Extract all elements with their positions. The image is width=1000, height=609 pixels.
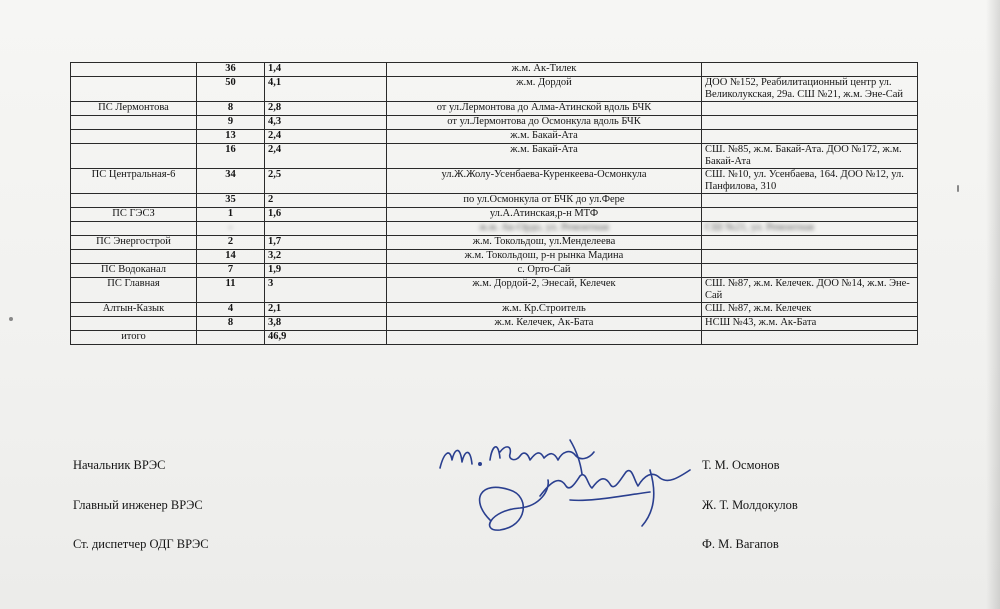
handwritten-signature-icon [420,430,720,550]
cell-feeder-text: 16 [225,144,236,155]
cell-streets-text: от ул.Лермонтова до Алма-Атинской вдоль БЧК [436,102,652,113]
cell-substation-text: ПС Главная [107,278,160,289]
cell-streets-text: ж.м. Бакай-Ата [510,130,578,141]
cell-length-text: 3,2 [268,250,282,261]
scan-speck [957,185,959,192]
cell-substation-text: ПС ГЭСЗ [112,208,155,219]
chief-name: Т. М. Осмонов [702,458,780,472]
cell-streets-text: ж.м. Токольдош, ул.Менделеева [472,236,616,247]
dispatcher-name: Ф. М. Вагапов [702,537,779,551]
cell-substation-text: ПС Энергострой [96,236,171,247]
cell-streets-text: с. Орто-Сай [517,264,571,275]
cell-feeder-text: 35 [225,194,236,205]
cell-substation-text: Алтын-Казык [102,303,165,314]
cell-length-text: 2,4 [268,144,282,155]
cell-feeder-text: 36 [225,63,236,74]
cell-streets-text: ж.м. Токольдош, р-н рынка Мадина [464,250,624,261]
cell-length-text: 1,6 [268,208,282,219]
cell-social-objects-text: ДОО №152, Реабилитационный центр ул. Великолукская, 29а. СШ №21, ж.м. Эне-Сай [705,77,904,100]
cell-length-text: 2,8 [268,102,282,113]
cell-feeder-text: 14 [225,250,236,261]
cell-streets-text: ул.А.Атинская,р-н МТФ [489,208,599,219]
engineer-name: Ж. Т. Молдокулов [702,498,798,512]
cell-feeder-text: 9 [227,116,234,127]
cell-length-text: 1,7 [268,236,282,247]
dispatcher-title: Ст. диспетчер ОДГ ВРЭС [73,537,209,551]
cell-length-text: 3,8 [268,317,282,328]
cell-substation-text: ПС Центральная-6 [91,169,176,180]
cell-feeder-text: 34 [225,169,236,180]
cell-streets-text: ж.м. Бакай-Ата [510,144,578,155]
cell-feeder-text: - [228,222,233,233]
engineer-title: Главный инженер ВРЭС [73,498,203,512]
cell-length-text: 1,4 [268,63,282,74]
cell-streets-text: от ул.Лермонтова до Осмонкула вдоль БЧК [447,116,641,127]
cell-feeder-text: 11 [225,278,236,289]
cell-social-objects-text: СШ №21, ул. Ремонтная [705,222,814,233]
cell-streets-text: ж.м. Ак-Ордо, ул. Ремонтная [479,222,609,233]
cell-streets-text: ж.м. Ак-Тилек [511,63,577,74]
cell-length-text: 46,9 [268,331,287,342]
cell-streets-text: ж.м. Келечек, Ак-Бата [494,317,594,328]
cell-feeder-text: 4 [227,303,234,314]
chief-title: Начальник ВРЭС [73,458,166,472]
cell-feeder-text: 8 [227,102,234,113]
cell-feeder-text: 2 [227,236,234,247]
cell-streets-text: по ул.Осмонкула от БЧК до ул.Фере [463,194,625,205]
cell-length-text: 4,3 [268,116,282,127]
cell-social-objects-text: СШ. №87, ж.м. Келечек. ДОО №14, ж.м. Эне-Сай [705,278,910,301]
cell-social-objects-text: СШ. №85, ж.м. Бакай-Ата. ДОО №172, ж.м. Бакай-Ата [705,144,902,167]
cell-length-text: 2,4 [268,130,282,141]
cell-social-objects-text: СШ. №87, ж.м. Келечек [705,303,812,314]
cell-feeder-text: 7 [227,264,234,275]
cell-length-text: 1,9 [268,264,282,275]
cell-length-text: 2,1 [268,303,282,314]
cell-feeder-text: 8 [227,317,234,328]
cell-length-text: 2 [268,194,274,205]
scan-speck [9,317,13,321]
cell-length-text: 3 [268,278,274,289]
cell-length-text: 2,5 [268,169,282,180]
cell-feeder-text: 50 [225,77,236,88]
cell-substation-text: ПС Лермонтова [98,102,169,113]
cell-length-text: 4,1 [268,77,282,88]
cell-social-objects-text: СШ. №10, ул. Усенбаева, 164. ДОО №12, ул. Панфилова, 310 [705,169,904,192]
cell-streets-text: ж.м. Кр.Строитель [502,303,586,314]
cell-substation-text: ПС Водоканал [101,264,166,275]
cell-feeder-text: 13 [225,130,236,141]
cell-substation-text: итого [121,331,146,342]
cell-streets-text: ж.м. Дордой [516,77,572,88]
cell-feeder-text: 1 [227,208,234,219]
cell-social-objects-text: НСШ №43, ж.м. Ак-Бата [705,317,817,328]
cell-streets-text: ул.Ж.Жолу-Усенбаева-Куренкеева-Осмонкула [441,169,647,180]
cell-streets-text: ж.м. Дордой-2, Энесай, Келечек [472,278,616,289]
